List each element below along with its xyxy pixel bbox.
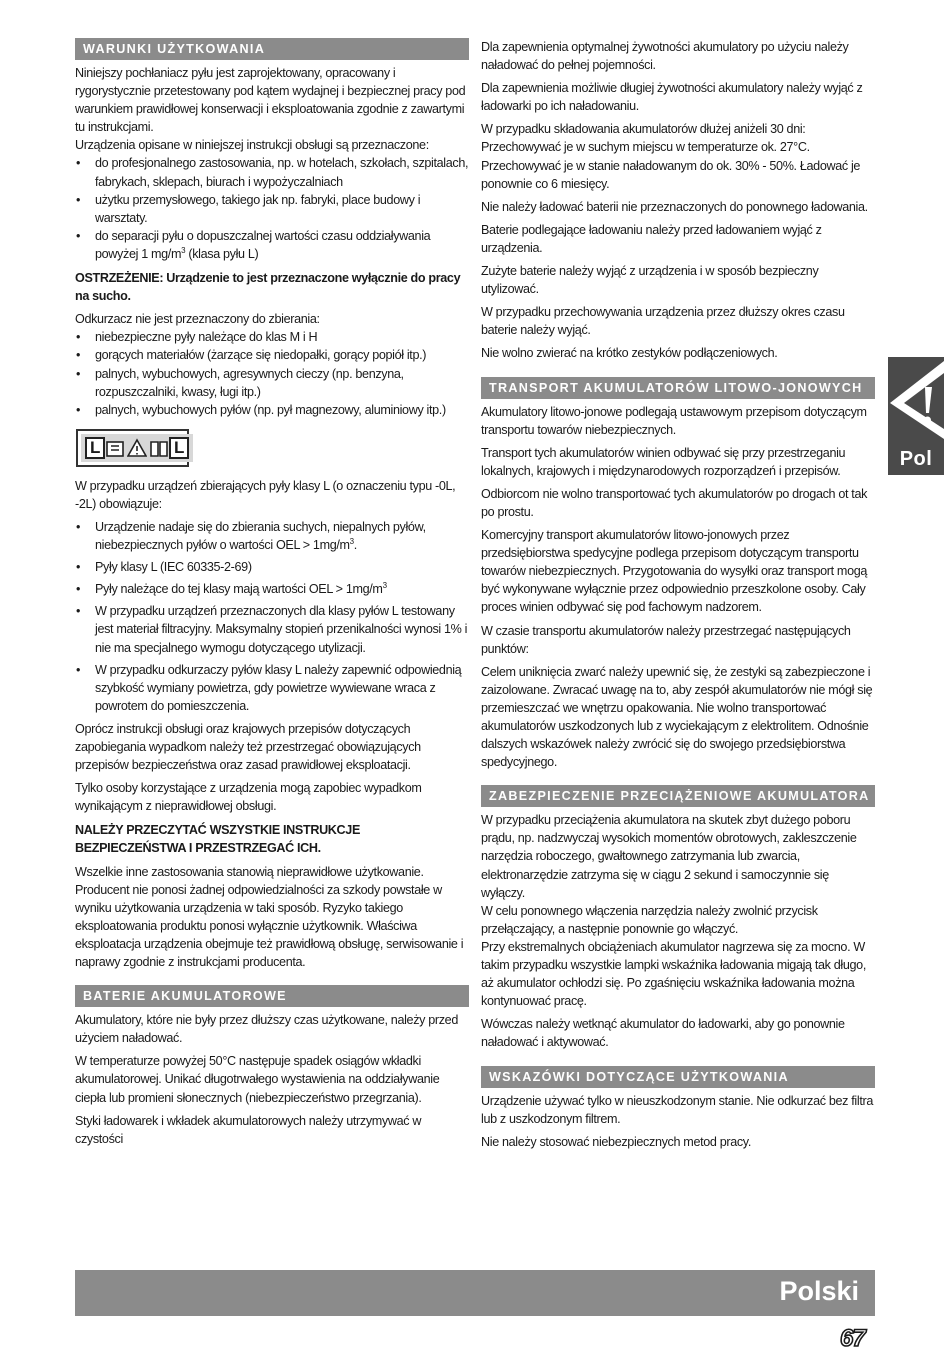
paragraph: Celem uniknięcia zwarć należy upewnić się, że zestyki są zabezpieczone i zaizolowane. Zwracać uwagę na to, aby zespół akumulatorów nie mógł się przemieszczać we wnętrzu opakowania. Nie wolno transportować akumulatorów uszkodzonych lub z wyciekającym z elektrolitem. Odnośnie dalszych wskazówek należy zwrócić się do swojego przedsiębiorstwa spedycyjnego. [481,664,873,770]
paragraph: Zużyte baterie należy wyjąć z urządzenia i w sposób bezpieczny utylizować. [481,264,819,297]
paragraph: Odkurzacz nie jest przeznaczony do zbierania: [75,312,320,327]
list-item: • użytku przemysłowego, takiego jak np. fabryki, place budowy i warsztaty. [75,191,469,227]
list-item: • do profesjonalnego zastosowania, np. w hotelach, szkołach, szpitalach, fabrykach, sklepach, biurach i wypożyczalniach [75,154,469,190]
list-item: • Urządzenie nadaje się do zbierania suchych, niepalnych pyłów, niebezpiecznych pyłów o wartości OEL > $1mg/m^3$. [75,518,469,554]
list-item: • W przypadku urządzeń przeznaczonych dla klasy pyłów L testowany jest materiał filtracyjny. Maksymalny stopień przenikalności wynosi 1% i nie ma specjalnego wymogu dotyczącego utylizacji. [75,602,469,656]
paragraph: Dla zapewnienia optymalnej żywotności akumulatory po użyciu należy naładować do pełnej pojemności. [481,40,849,73]
list-item: • palnych, wybuchowych pyłów (np. pył magnezowy, aluminiowy itp.) [75,401,469,419]
paragraph: Komercyjny transport akumulatorów litowo-jonowych przez przedsiębiorstwa spedycyjne podlega przepisom dotyczącym transportu towarów niebezpiecznych. Przygotowania do wysyłki oraz transport mogą być wykonywane wyłącznie przez odpowiednio przeszkolone osoby. Cały proces winien odbywać się pod fachowym nadzorem. [481,528,868,615]
machine-icon [105,438,125,458]
list-item: • palnych, wybuchowych, agresywnych cieczy (np. benzyna, rozpuszczalniki, kwasy, ługi itp.) [75,365,469,401]
paragraph: W celu ponownego włączenia narzędzia należy zwolnić przycisk przełączający, a następnie ponownie go włączyć. [481,903,818,936]
list-item: • Pyły klasy L (IEC 60335-2-69) [75,558,469,576]
section-heading-usage-tips: WSKAZÓWKI DOTYCZĄCE UŻYTKOWANIA [481,1066,875,1088]
paragraph: Urządzenia opisane w niniejszej instrukcji obsługi są przeznaczone: [75,138,429,153]
paragraph: Wówczas należy wetknąć akumulator do ładowarki, aby go ponownie naładować i aktywować. [481,1017,845,1050]
footer-language-label: Polski [779,1276,859,1306]
dust-class-l-label [76,429,189,467]
list-item: • do separacji pyłu o dopuszczalnej wartości czasu oddziaływania powyżej 1 $mg/m^3$ (klasa pyłu L) [75,227,469,263]
dust-class-letter: L [85,437,105,459]
paragraph: W przypadku przechowywania urządzenia przez dłuższy okres czasu baterie należy wyjąć. [481,305,845,338]
warning-triangle-icon [127,438,147,458]
paragraph: W czasie transportu akumulatorów należy przestrzegać następujących punktów: [481,623,851,656]
paragraph: Oprócz instrukcji obsługi oraz krajowych przepisów dotyczących zapobiegania wypadkom należy też przestrzegać obowiązujących przepisów bezpieczeństwa oraz zasad prawidłowej eksploatacji. [75,721,421,773]
footer-language-bar [75,1270,875,1316]
dust-class-letter: L [169,437,189,459]
section-heading-batteries: BATERIE AKUMULATOROWE [75,985,469,1007]
paragraph: Wszelkie inne zastosowania stanowią nieprawidłowe użytkowanie. Producent nie ponosi żadnej odpowiedzialności za szkody powstałe w wyniku użytkowania urządzenia w taki sposób. Ryzyko takiego eksploatowania produktu ponosi wyłącznie użytkownik. Właściwa eksploatacja urządzenia obejmuje też prawidłową obsługę, serwisowanie i naprawy zgodnie z instrukcjami producenta. [75,864,464,970]
paragraph: W przypadku urządzeń zbierających pyły klasy L (o oznaczeniu typu -0L, -2L) obowiązuje: [75,478,456,511]
section-heading-overload: ZABEZPIECZENIE PRZECIĄŻENIOWE AKUMULATORA [481,785,875,807]
side-tab-label: Pol [899,448,933,470]
paragraph: Urządzenie używać tylko w nieuszkodzonym stanie. Nie odkurzać bez filtra lub z uszkodzonym filtrem. [481,1093,873,1126]
paragraph: Przy ekstremalnych obciążeniach akumulator nagrzewa się za mocno. W takim przypadku wszystkie lampki wskaźnika ładowania migają tak długo, aż akumulator ochłodzi się. Po zgaśnięciu wskaźnika ładowania można kontynuować pracę. [481,939,866,1009]
paragraph: Transport tych akumulatorów winien odbywać się przy przestrzeganiu lokalnych, krajowych i międzynarodowych rozporządzeń i przepisów. [481,445,846,478]
list-item: • gorących materiałów (żarzące się niedopałki, gorący popiół itp.) [75,346,469,364]
manual-book-icon [149,438,169,458]
language-side-tab [888,357,944,475]
paragraph: Akumulatory litowo-jonowe podlegają ustawowym przepisom dotyczącym transportu towarów niebezpiecznych. [481,404,867,437]
paragraph: W przypadku składowania akumulatorów dłużej aniżeli 30 dni: Przechowywać je w suchym miejscu w temperaturze ok. 27°C. Przechowywać je w stanie naładowanym do ok. 30% - 50%. Ładować je ponownie co 6 miesięcy. [481,122,861,191]
paragraph: Tylko osoby korzystające z urządzenia mogą zapobiec wypadkom wynikającym z nieprawidłowej obsługi. [75,781,422,814]
page-number: 67 [840,1325,865,1352]
paragraph: Niniejszy pochłaniacz pyłu jest zaprojektowany, opracowany i rygorystycznie przetestowany pod kątem wydajnej i bezpiecznej pracy pod warunkiem prawidłowej konserwacji i eksploatowania zgodnie z zawartymi tu instrukcjami. [75,66,466,135]
left-column [75,38,469,1153]
paragraph: Akumulatory, które nie były przez dłuższy czas użytkowane, należy przed użyciem naładować. [75,1013,458,1046]
not-suitable-list [75,328,469,418]
list-item: • niebezpieczne pyły należące do klas M i H [75,328,469,346]
section-heading-conditions: WARUNKI UŻYTKOWANIA [75,38,469,60]
section-heading-transport: TRANSPORT AKUMULATORÓW LITOWO-JONOWYCH [481,377,875,399]
list-item: • Pyły należące do tej klasy mają wartości OEL > $1mg/m^3$ [75,580,469,598]
read-instructions-text: NALEŻY PRZECZYTAĆ WSZYSTKIE INSTRUKCJE BEZPIECZEŃSTWA I PRZESTRZEGAĆ ICH. [75,823,361,856]
usage-list [75,154,469,263]
warning-icon [888,357,944,447]
dust-class-icons [105,438,169,458]
class-l-list [75,518,469,715]
warning-text: OSTRZEŻENIE: Urządzenie to jest przeznaczone wyłącznie do pracy na sucho. [75,271,461,304]
paragraph: W temperaturze powyżej 50°C następuje spadek osiągów wkładki akumulatorowej. Unikać długotrwałego wystawienia na oddziaływanie ciepła lub promieni słonecznych (niebezpieczeństwo przegrzania). [75,1054,440,1105]
paragraph: Nie należy ładować baterii nie przeznaczonych do ponownego ładowania. [481,199,868,214]
paragraph: Nie wolno zwierać na krótko zestyków podłączeniowych. [481,346,778,361]
paragraph: W przypadku przeciążenia akumulatora na skutek zbyt dużego poboru prądu, np. nadzwyczaj wysokich momentów obrotowych, zakleszczenie narzędzia roboczego, gwałtownego zatrzymania lub zwarcia, elektronarzędzie zatrzyma się w ciągu 2 sekund i samoczynnie się wyłączy. [481,813,857,900]
paragraph: Baterie podlegające ładowaniu należy przed ładowaniem wyjąć z urządzenia. [481,222,822,255]
list-item: • W przypadku odkurzaczy pyłów klasy L należy zapewnić odpowiednią szybkość wymiany powietrza, gdy powietrze wywiewane wraca z powrotem do pomieszczenia. [75,661,469,715]
right-column [481,38,875,1156]
paragraph: Styki ładowarek i wkładek akumulatorowych należy utrzymywać w czystości [75,1113,422,1146]
paragraph: Dla zapewnienia możliwie długiej żywotności akumulatory należy wyjąć z ładowarki po ich naładowaniu. [481,81,863,114]
paragraph: Nie należy stosować niebezpiecznych metod pracy. [481,1134,751,1149]
paragraph: Odbiorcom nie wolno transportować tych akumulatorów po drogach ot tak po prostu. [481,486,868,519]
